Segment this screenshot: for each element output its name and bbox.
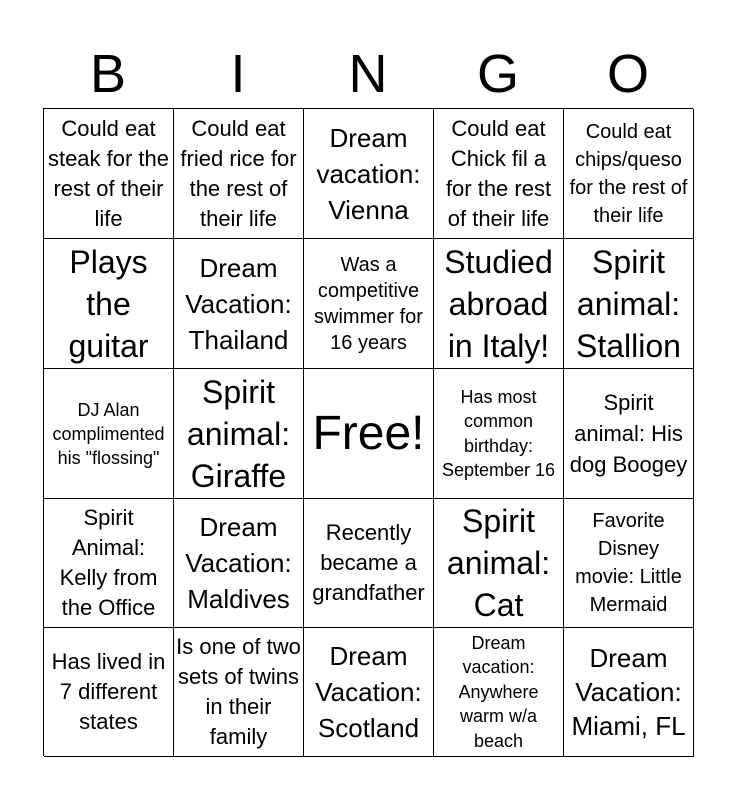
header-letter-g: G [476,44,519,104]
bingo-cell[interactable] [434,499,564,628]
bingo-header [43,40,693,108]
bingo-cell[interactable] [564,109,694,239]
bingo-cell[interactable] [564,239,694,369]
bingo-cell[interactable] [304,239,434,369]
bingo-cell[interactable] [44,499,174,628]
bingo-cell[interactable] [564,369,694,499]
cell-text: Was a competitive swimmer for 16 years [314,253,423,354]
free-space[interactable] [304,369,434,499]
bingo-cell[interactable] [304,499,434,628]
bingo-cell[interactable] [564,499,694,628]
cell-text: DJ Alan complimented his "flossing" [52,399,165,468]
bingo-cell[interactable] [564,628,694,757]
cell-text: Studied abroad in Italy! [444,243,553,364]
bingo-cell[interactable] [44,109,174,239]
header-letter-i: I [230,44,246,104]
cell-text: Spirit animal: Giraffe [186,373,291,494]
cell-text: Spirit animal: Cat [446,503,551,623]
cell-text: Spirit animal: His dog Boogey [569,390,688,477]
header-letter-n: N [348,44,388,104]
cell-text: Spirit Animal: Kelly from the Office [59,505,158,620]
cell-text: Is one of two sets of twins in their family [176,634,301,749]
bingo-cell[interactable] [434,628,564,757]
cell-text: Could eat steak for the rest of their life [47,115,170,231]
cell-text: Dream Vacation: Miami, FL [571,643,686,741]
bingo-cell[interactable] [174,239,304,369]
cell-text: Could eat fried rice for the rest of their life [180,115,297,231]
bingo-cell[interactable] [174,109,304,239]
cell-text: Recently became a grandfather [312,520,425,605]
cell-text: Could eat Chick fil a for the rest of their life [445,115,552,231]
bingo-board [43,108,693,756]
cell-text: Dream Vacation: Maldives [185,512,292,614]
bingo-cell[interactable] [304,628,434,757]
bingo-cell[interactable] [434,239,564,369]
bingo-cell[interactable] [174,628,304,757]
cell-text: Has lived in 7 different states [51,649,166,734]
cell-text: Has most common birthday: September 16 [441,386,556,480]
bingo-cell[interactable] [44,369,174,499]
cell-text: Dream vacation: Vienna [316,122,421,225]
header-letter-o: O [606,44,649,104]
free-space-text: Free! [312,406,425,460]
cell-text: Spirit animal: Stallion [576,243,681,364]
cell-text: Dream Vacation: Scotland [315,641,422,743]
bingo-cell[interactable] [174,369,304,499]
header-letter-b: B [89,44,127,104]
cell-text: Plays the guitar [68,243,149,364]
bingo-cell[interactable] [44,628,174,757]
bingo-cell[interactable] [304,109,434,239]
bingo-cell[interactable] [174,499,304,628]
cell-text: Dream Vacation: Thailand [185,252,292,355]
bingo-cell[interactable] [44,239,174,369]
bingo-cell[interactable] [434,369,564,499]
bingo-cell[interactable] [434,109,564,239]
cell-text: Could eat chips/queso for the rest of their life [569,120,688,227]
cell-text: Dream vacation: Anywhere warm w/a beach [458,632,539,751]
cell-text: Favorite Disney movie: Little Mermaid [575,510,682,616]
